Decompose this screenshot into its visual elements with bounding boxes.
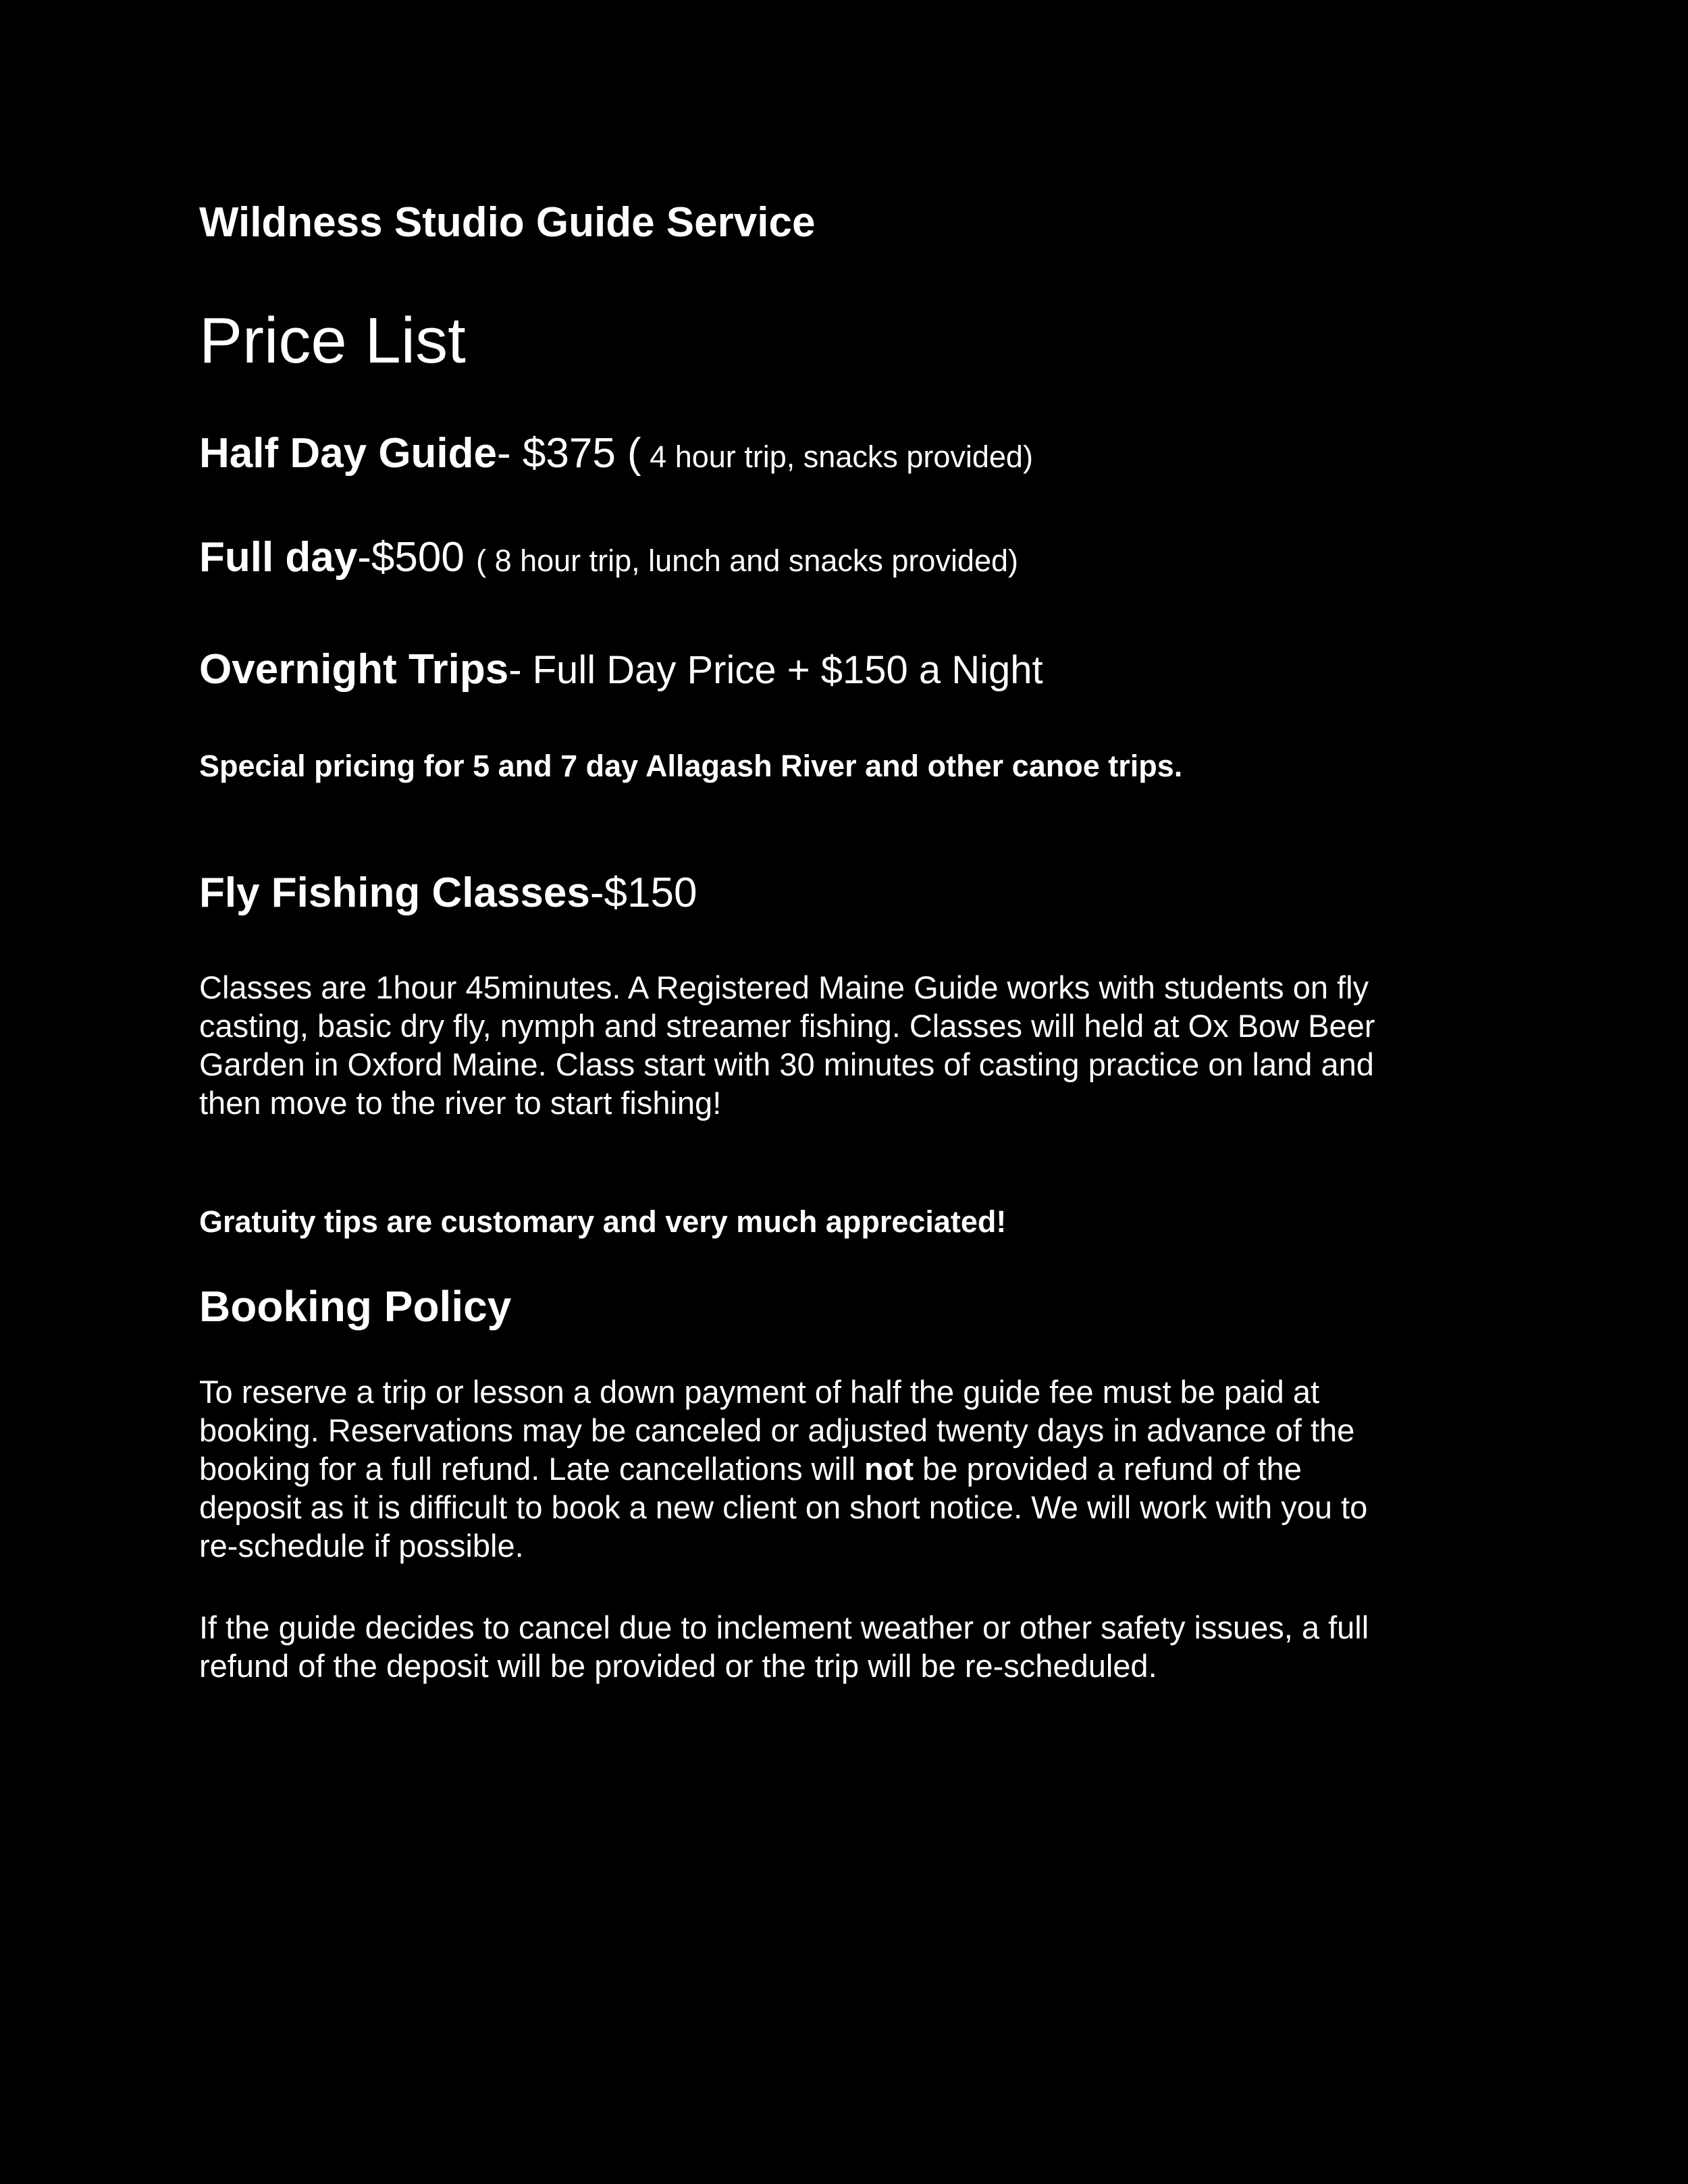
full-day-price <box>199 531 1018 595</box>
page-title: Price List <box>199 304 466 377</box>
half-day-guide-name: Half Day Guide <box>199 430 497 477</box>
business-name: Wildness Studio Guide Service <box>199 199 816 246</box>
description-line: then move to the river to start fishing! <box>199 1085 722 1121</box>
policy-line <box>199 1449 1523 1488</box>
half-day-guide-price <box>199 427 1033 491</box>
policy-line: refund of the deposit will be provided or the trip will be re-scheduled. <box>199 1648 1157 1684</box>
description-line: casting, basic dry fly, nymph and streamer fishing. Classes will held at Ox Bow Beer <box>199 1008 1375 1044</box>
gratuity-note: Gratuity tips are customary and very much appreciated! <box>199 1204 1007 1239</box>
fly-fishing-description <box>199 968 1523 1122</box>
policy-line: deposit as it is difficult to book a new client on short notice. We will work with you to <box>199 1489 1368 1525</box>
fly-fishing-classes-name: Fly Fishing Classes <box>199 870 590 916</box>
full-day-amount: -$500 <box>357 534 477 581</box>
policy-line: To reserve a trip or lesson a down payment of half the guide fee must be paid at <box>199 1374 1320 1410</box>
policy-text: be provided a refund of the <box>914 1451 1302 1487</box>
overnight-trips-detail: - Full Day Price + $150 a Night <box>508 648 1043 692</box>
policy-line: booking. Reservations may be canceled or adjusted twenty days in advance of the <box>199 1412 1355 1448</box>
policy-line: re-schedule if possible. <box>199 1528 524 1564</box>
half-day-guide-detail: 4 hour trip, snacks provided) <box>641 440 1033 474</box>
special-pricing-note: Special pricing for 5 and 7 day Allagash River and other canoe trips. <box>199 749 1183 783</box>
booking-policy-paragraph <box>199 1373 1523 1565</box>
half-day-guide-amount: - $375 ( <box>497 430 641 477</box>
policy-emphasis: not <box>864 1451 914 1487</box>
fly-fishing-classes-price <box>199 866 697 931</box>
full-day-detail: ( 8 hour trip, lunch and snacks provided) <box>476 543 1019 578</box>
description-line: Garden in Oxford Maine. Class start with 30 minutes of casting practice on land and <box>199 1046 1374 1082</box>
policy-text: booking for a full refund. Late cancellations will <box>199 1451 864 1487</box>
fly-fishing-classes-amount: -$150 <box>589 870 697 916</box>
full-day-name: Full day <box>199 534 358 581</box>
booking-policy-heading: Booking Policy <box>199 1282 512 1331</box>
policy-line: If the guide decides to cancel due to inclement weather or other safety issues, a full <box>199 1609 1369 1645</box>
cancellation-policy-paragraph <box>199 1608 1523 1685</box>
description-line: Classes are 1hour 45minutes. A Registered Maine Guide works with students on fly <box>199 969 1369 1005</box>
overnight-trips-price <box>199 643 1043 708</box>
overnight-trips-name: Overnight Trips <box>199 646 509 693</box>
